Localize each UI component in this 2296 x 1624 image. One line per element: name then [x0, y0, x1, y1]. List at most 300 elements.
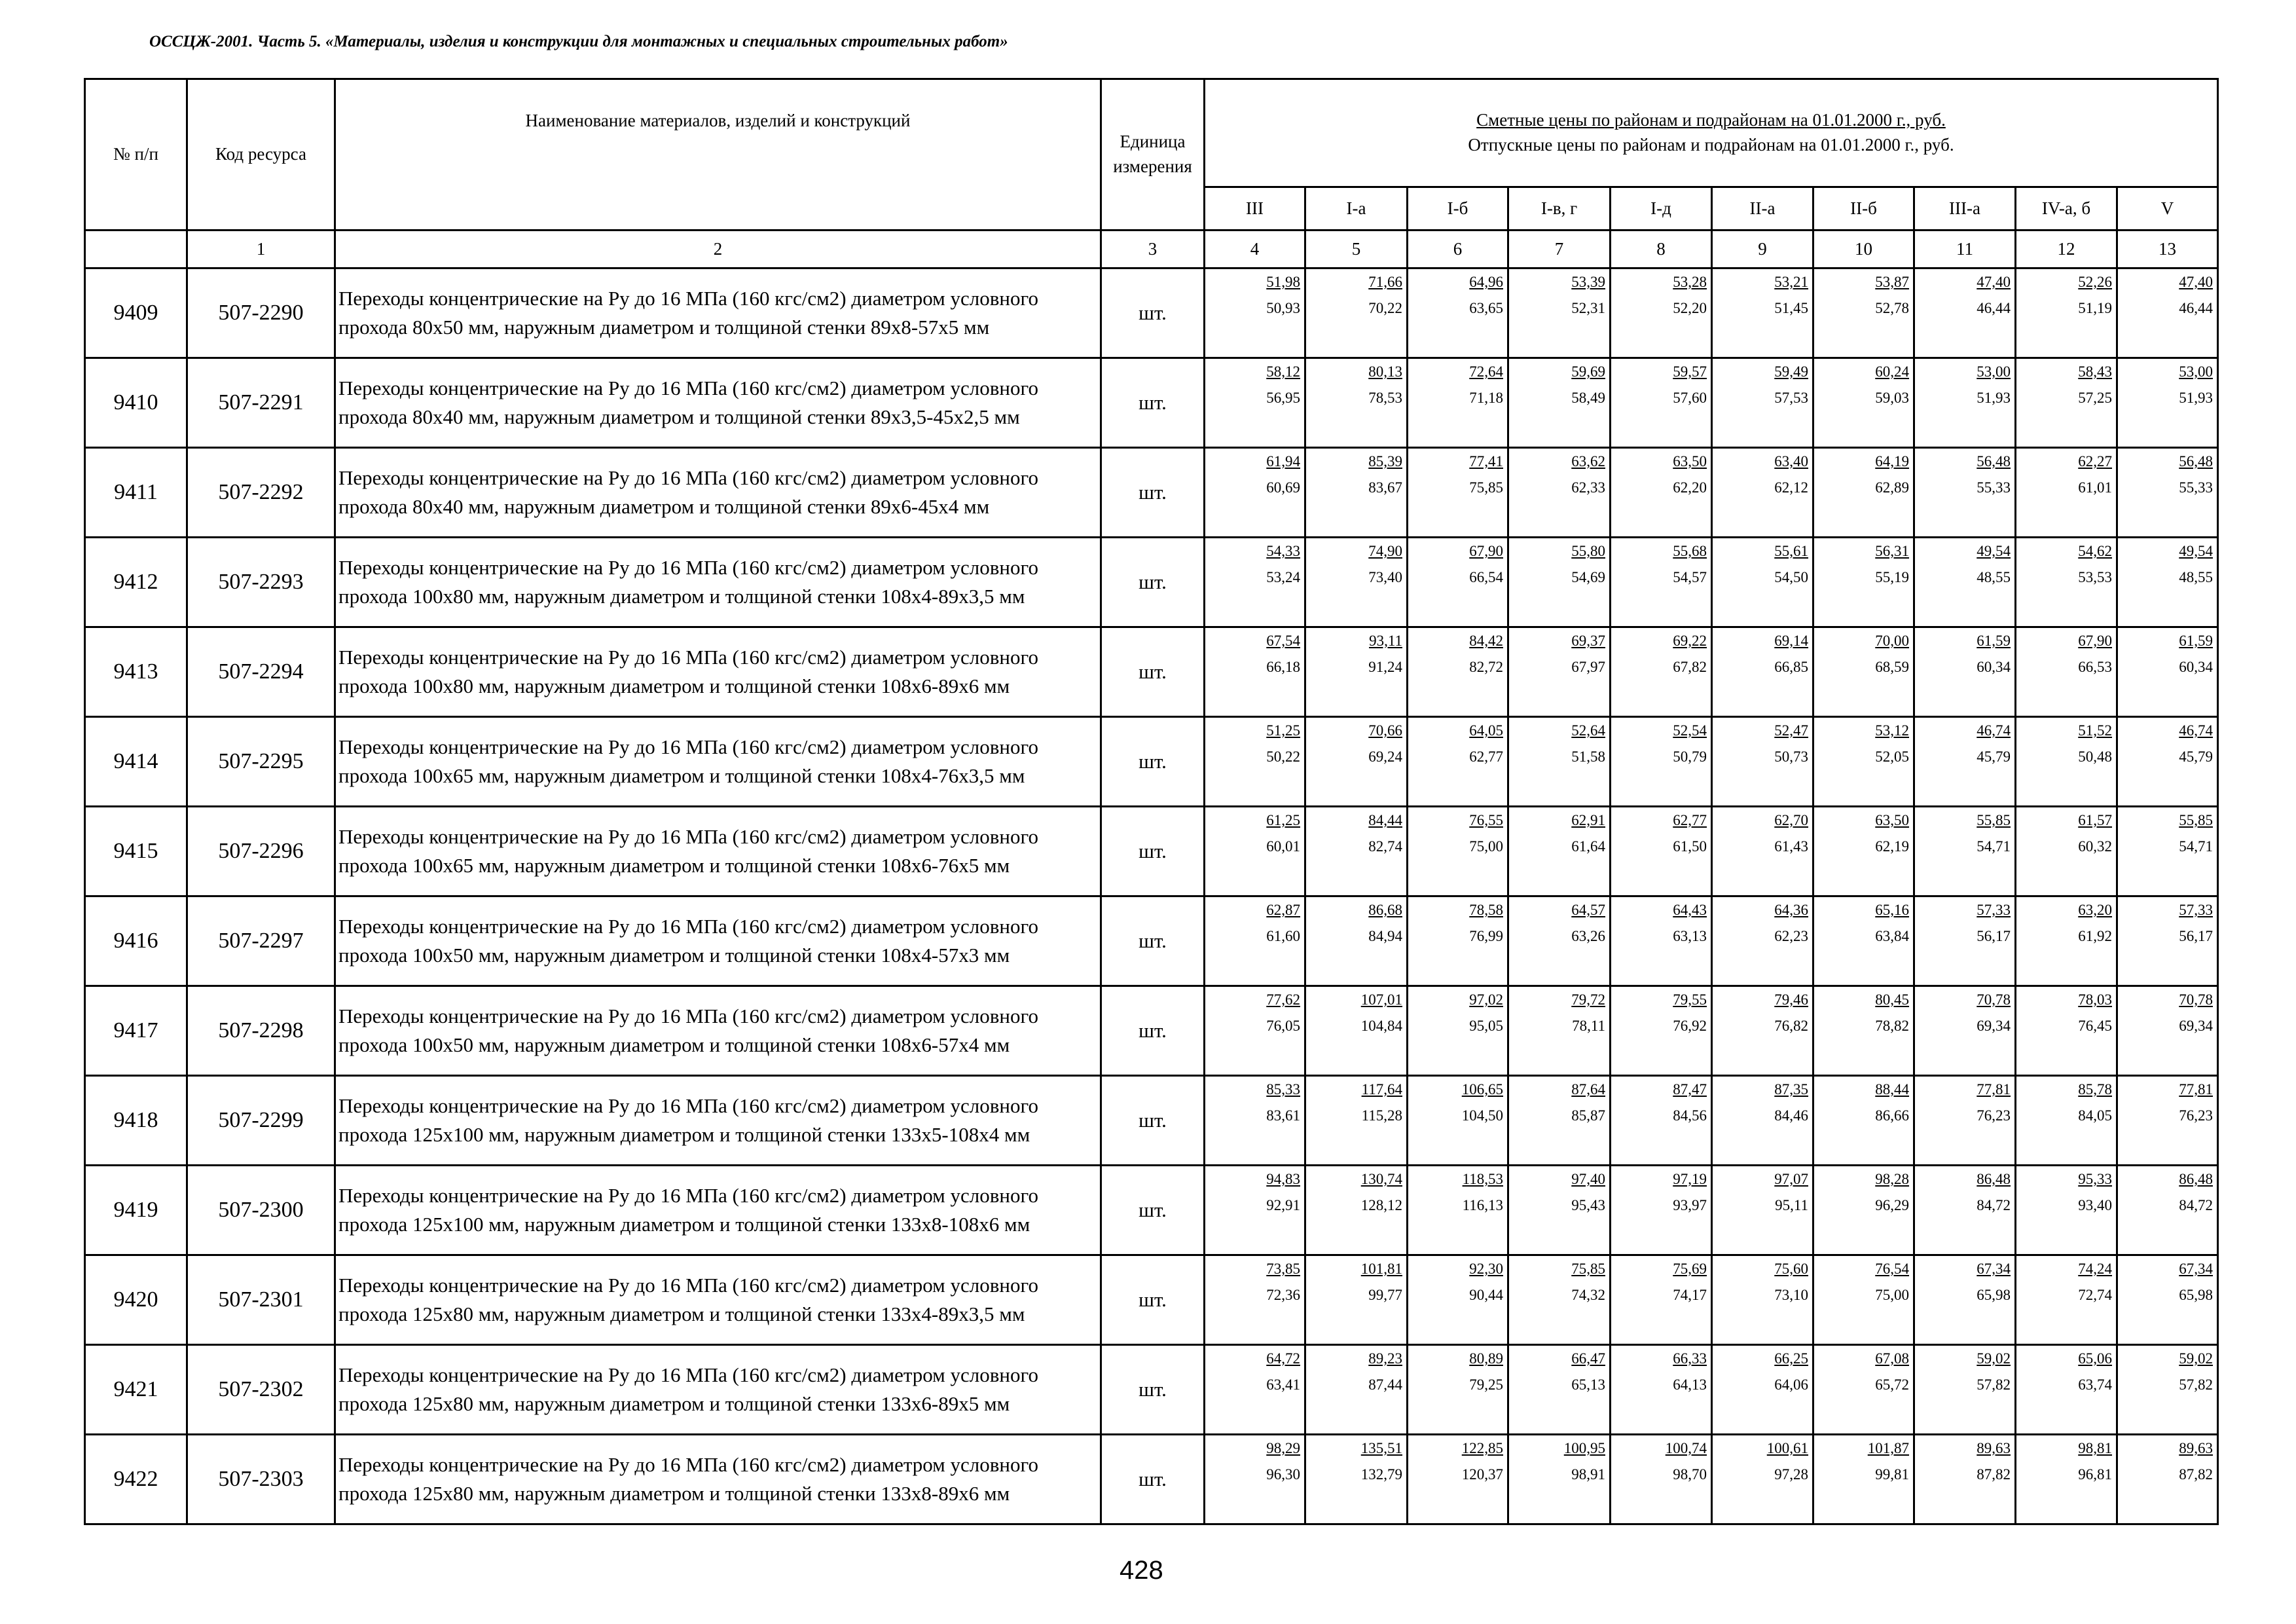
document-header-title: ОССЦЖ-2001. Часть 5. «Материалы, изделия и конструкции для монтажных и специальных строительных работ» [149, 33, 1008, 50]
price-cell [1611, 268, 1712, 358]
estimate-price: 52,26 [2078, 274, 2112, 290]
price-cell [1408, 1345, 1508, 1435]
column-index-cell: 5 [1305, 231, 1408, 268]
release-price: 54,71 [2179, 838, 2213, 855]
price-cell [1408, 538, 1508, 627]
price-cell [1712, 538, 1813, 627]
price-cell [1611, 448, 1712, 538]
release-price: 57,25 [2078, 390, 2112, 406]
release-price: 93,40 [2078, 1197, 2112, 1213]
price-cell [1508, 807, 1611, 896]
price-cell [1813, 627, 1914, 717]
resource-code: 507-2301 [187, 1255, 335, 1345]
release-price: 45,79 [1977, 748, 2011, 765]
material-name: Переходы концентрические на Ру до 16 МПа (160 кгс/см2) диаметром условного прохода 100х50 мм, наружным диаметром и толщиной стенки 108х4-57х3 мм [335, 896, 1101, 986]
release-price: 65,13 [1571, 1376, 1605, 1393]
price-cell [2117, 627, 2218, 717]
price-cell [1611, 807, 1712, 896]
release-price: 52,20 [1673, 300, 1707, 316]
price-cell [1914, 807, 2016, 896]
column-index-cell: 7 [1508, 231, 1611, 268]
price-cell [2117, 807, 2218, 896]
price-cell [1205, 538, 1305, 627]
estimate-price: 84,42 [1469, 633, 1503, 649]
col-header-prices [1205, 79, 2218, 187]
price-cell [1408, 627, 1508, 717]
release-price: 45,79 [2179, 748, 2213, 765]
estimate-price: 53,28 [1673, 274, 1707, 290]
estimate-price: 55,85 [1977, 812, 2011, 828]
price-cell [1712, 268, 1813, 358]
material-name: Переходы концентрические на Ру до 16 МПа (160 кгс/см2) диаметром условного прохода 125х80 мм, наружным диаметром и толщиной стенки 133х4-89х3,5 мм [335, 1255, 1101, 1345]
price-table [84, 78, 2219, 1525]
price-cell [2117, 448, 2218, 538]
estimate-price: 53,21 [1774, 274, 1808, 290]
release-price: 78,53 [1368, 390, 1402, 406]
unit-of-measure: шт. [1101, 1255, 1205, 1345]
release-price: 96,29 [1875, 1197, 1909, 1213]
estimate-price: 61,57 [2078, 812, 2112, 828]
price-cell [1508, 986, 1611, 1076]
release-price: 63,84 [1875, 928, 1909, 944]
estimate-price: 59,02 [2179, 1350, 2213, 1367]
release-price: 60,69 [1266, 479, 1300, 496]
estimate-price: 106,65 [1461, 1081, 1503, 1098]
price-cell [1305, 1345, 1408, 1435]
release-price: 92,91 [1266, 1197, 1300, 1213]
release-price: 87,82 [2179, 1466, 2213, 1483]
price-cell [1408, 1076, 1508, 1166]
estimate-price: 85,33 [1266, 1081, 1300, 1098]
price-cell [1712, 717, 1813, 807]
resource-code: 507-2293 [187, 538, 335, 627]
resource-code: 507-2295 [187, 717, 335, 807]
column-index-cell: 6 [1408, 231, 1508, 268]
price-cell [1205, 268, 1305, 358]
estimate-price: 70,00 [1875, 633, 1909, 649]
estimate-price: 89,63 [1977, 1440, 2011, 1456]
material-name: Переходы концентрические на Ру до 16 МПа (160 кгс/см2) диаметром условного прохода 80х40 мм, наружным диаметром и толщиной стенки 89х3,5-45х2,5 мм [335, 358, 1101, 448]
unit-of-measure: шт. [1101, 896, 1205, 986]
release-price: 120,37 [1461, 1466, 1503, 1483]
release-price: 65,98 [1977, 1287, 2011, 1303]
release-price: 51,93 [1977, 390, 2011, 406]
price-cell [2016, 1166, 2117, 1255]
estimate-price: 46,74 [2179, 722, 2213, 739]
estimate-price: 80,89 [1469, 1350, 1503, 1367]
estimate-price: 49,54 [1977, 543, 2011, 559]
release-price: 96,81 [2078, 1466, 2112, 1483]
price-cell [1305, 448, 1408, 538]
table-row [85, 1435, 2218, 1524]
price-cell [1611, 1345, 1712, 1435]
release-price: 46,44 [2179, 300, 2213, 316]
release-price: 55,33 [2179, 479, 2213, 496]
price-cell [1611, 1435, 1712, 1524]
estimate-price: 67,90 [2078, 633, 2112, 649]
estimate-price: 79,55 [1673, 991, 1707, 1008]
unit-of-measure: шт. [1101, 358, 1205, 448]
release-price: 75,00 [1469, 838, 1503, 855]
price-cell [1205, 448, 1305, 538]
price-cell [2117, 1076, 2218, 1166]
page-number: 428 [1120, 1556, 1163, 1585]
release-price: 60,34 [1977, 659, 2011, 675]
resource-code: 507-2291 [187, 358, 335, 448]
price-cell [2016, 358, 2117, 448]
release-price: 48,55 [2179, 569, 2213, 585]
row-number: 9421 [85, 1345, 187, 1435]
price-cell [1205, 1166, 1305, 1255]
price-cell [1712, 1345, 1813, 1435]
resource-code: 507-2303 [187, 1435, 335, 1524]
estimate-price: 117,64 [1361, 1081, 1402, 1098]
release-price: 87,82 [1977, 1466, 2011, 1483]
release-price: 72,74 [2078, 1287, 2112, 1303]
price-cell [2117, 538, 2218, 627]
row-number: 9420 [85, 1255, 187, 1345]
price-cell [1611, 627, 1712, 717]
unit-of-measure: шт. [1101, 807, 1205, 896]
column-index-cell: 4 [1205, 231, 1305, 268]
release-price: 57,53 [1774, 390, 1808, 406]
price-cell [1508, 1435, 1611, 1524]
price-cell [1914, 986, 2016, 1076]
release-price: 116,13 [1462, 1197, 1503, 1213]
price-cell [2016, 268, 2117, 358]
release-price: 46,44 [1977, 300, 2011, 316]
price-cell [1712, 986, 1813, 1076]
price-cell [1813, 1166, 1914, 1255]
region-header-cell: I-а [1305, 187, 1408, 231]
release-price: 68,59 [1875, 659, 1909, 675]
price-cell [1205, 896, 1305, 986]
release-price: 86,66 [1875, 1107, 1909, 1124]
region-header-cell: IV-а, б [2016, 187, 2117, 231]
estimate-price: 135,51 [1360, 1440, 1402, 1456]
estimate-price: 74,24 [2078, 1261, 2112, 1277]
column-index-blank [85, 231, 187, 268]
estimate-price: 64,72 [1266, 1350, 1300, 1367]
release-price: 50,93 [1266, 300, 1300, 316]
estimate-price: 51,52 [2078, 722, 2112, 739]
price-cell [1205, 807, 1305, 896]
price-cell [1205, 358, 1305, 448]
release-price: 99,81 [1875, 1466, 1909, 1483]
estimate-price: 61,59 [2179, 633, 2213, 649]
estimate-price: 97,40 [1571, 1171, 1605, 1187]
release-price: 67,97 [1571, 659, 1605, 675]
row-number: 9412 [85, 538, 187, 627]
estimate-price: 70,66 [1368, 722, 1402, 739]
resource-code: 507-2299 [187, 1076, 335, 1166]
estimate-price: 61,94 [1266, 453, 1300, 470]
estimate-price: 55,61 [1774, 543, 1808, 559]
estimate-price: 75,85 [1571, 1261, 1605, 1277]
estimate-price: 100,95 [1563, 1440, 1605, 1456]
estimate-price: 87,64 [1571, 1081, 1605, 1098]
price-cell [1408, 807, 1508, 896]
release-price: 78,11 [1572, 1018, 1605, 1034]
price-cell [1305, 358, 1408, 448]
estimate-price: 92,30 [1469, 1261, 1503, 1277]
release-price: 76,99 [1469, 928, 1503, 944]
price-cell [1205, 986, 1305, 1076]
region-header-cell: V [2117, 187, 2218, 231]
release-price: 63,41 [1266, 1376, 1300, 1393]
estimate-price: 80,45 [1875, 991, 1909, 1008]
release-price: 62,89 [1875, 479, 1909, 496]
estimate-price: 62,70 [1774, 812, 1808, 828]
unit-of-measure: шт. [1101, 1435, 1205, 1524]
release-price: 99,77 [1368, 1287, 1402, 1303]
estimate-price: 86,48 [1977, 1171, 2011, 1187]
release-price: 53,24 [1266, 569, 1300, 585]
estimate-price: 53,12 [1875, 722, 1909, 739]
estimate-price: 63,50 [1673, 453, 1707, 470]
estimate-price: 55,68 [1673, 543, 1707, 559]
price-cell [1611, 538, 1712, 627]
col-header-unit: Единица измерения [1101, 79, 1205, 231]
price-cell [1813, 1435, 1914, 1524]
estimate-price: 80,13 [1368, 363, 1402, 380]
release-price: 55,19 [1875, 569, 1909, 585]
price-cell [1508, 717, 1611, 807]
table-body [85, 79, 2218, 1524]
price-cell [2117, 1435, 2218, 1524]
price-cell [1508, 1255, 1611, 1345]
column-index-cell: 11 [1914, 231, 2016, 268]
column-index-cell: 3 [1101, 231, 1205, 268]
release-price: 75,00 [1875, 1287, 1909, 1303]
release-price: 73,40 [1368, 569, 1402, 585]
region-header-cell: I-б [1408, 187, 1508, 231]
release-price: 63,74 [2078, 1376, 2112, 1393]
header-row-main [85, 79, 2218, 187]
price-cell [1408, 1166, 1508, 1255]
estimate-price: 78,58 [1469, 902, 1503, 918]
price-cell [1914, 1435, 2016, 1524]
release-price: 65,98 [2179, 1287, 2213, 1303]
release-price: 51,58 [1571, 748, 1605, 765]
estimate-price: 52,47 [1774, 722, 1808, 739]
release-price: 79,25 [1469, 1376, 1503, 1393]
region-header-cell: II-б [1813, 187, 1914, 231]
price-cell [1611, 986, 1712, 1076]
release-price: 66,53 [2078, 659, 2112, 675]
estimate-price: 86,48 [2179, 1171, 2213, 1187]
estimate-price: 49,54 [2179, 543, 2213, 559]
estimate-price: 101,81 [1360, 1261, 1402, 1277]
estimate-price: 62,87 [1266, 902, 1300, 918]
price-cell [1508, 448, 1611, 538]
estimate-price: 72,64 [1469, 363, 1503, 380]
price-cell [1712, 896, 1813, 986]
unit-of-measure: шт. [1101, 986, 1205, 1076]
estimate-price: 85,78 [2078, 1081, 2112, 1098]
estimate-price: 67,34 [2179, 1261, 2213, 1277]
price-cell [1611, 717, 1712, 807]
price-cell [1508, 538, 1611, 627]
release-price: 95,43 [1571, 1197, 1605, 1213]
release-price: 91,24 [1368, 659, 1402, 675]
release-price: 76,23 [2179, 1107, 2213, 1124]
estimate-price: 122,85 [1461, 1440, 1503, 1456]
release-price: 84,72 [1977, 1197, 2011, 1213]
row-number: 9417 [85, 986, 187, 1076]
estimate-price: 53,00 [1977, 363, 2011, 380]
release-price: 75,85 [1469, 479, 1503, 496]
price-header-estimate: Сметные цены по районам и подрайонам на 01.01.2000 г., руб. [1476, 110, 1946, 130]
release-price: 95,11 [1775, 1197, 1808, 1213]
release-price: 66,85 [1774, 659, 1808, 675]
estimate-price: 93,11 [1369, 633, 1402, 649]
estimate-price: 62,91 [1571, 812, 1605, 828]
release-price: 51,19 [2078, 300, 2112, 316]
price-cell [1305, 717, 1408, 807]
price-cell [1305, 896, 1408, 986]
material-name: Переходы концентрические на Ру до 16 МПа (160 кгс/см2) диаметром условного прохода 80х40 мм, наружным диаметром и толщиной стенки 89х6-45х4 мм [335, 448, 1101, 538]
price-cell [1508, 627, 1611, 717]
estimate-price: 52,64 [1571, 722, 1605, 739]
row-number: 9413 [85, 627, 187, 717]
release-price: 104,84 [1360, 1018, 1402, 1034]
release-price: 50,73 [1774, 748, 1808, 765]
release-price: 61,64 [1571, 838, 1605, 855]
table-row [85, 358, 2218, 448]
release-price: 61,01 [2078, 479, 2112, 496]
estimate-price: 55,85 [2179, 812, 2213, 828]
release-price: 98,70 [1673, 1466, 1707, 1483]
release-price: 63,13 [1673, 928, 1707, 944]
column-index-cell: 13 [2117, 231, 2218, 268]
release-price: 82,72 [1469, 659, 1503, 675]
estimate-price: 58,12 [1266, 363, 1300, 380]
column-index-cell: 8 [1611, 231, 1712, 268]
release-price: 61,92 [2078, 928, 2112, 944]
price-cell [2016, 1435, 2117, 1524]
release-price: 62,23 [1774, 928, 1808, 944]
estimate-price: 47,40 [1977, 274, 2011, 290]
price-cell [1408, 448, 1508, 538]
price-cell [1611, 1255, 1712, 1345]
release-price: 61,60 [1266, 928, 1300, 944]
price-cell [1408, 1435, 1508, 1524]
price-cell [1813, 358, 1914, 448]
release-price: 54,69 [1571, 569, 1605, 585]
price-cell [1408, 896, 1508, 986]
price-cell [1611, 1076, 1712, 1166]
release-price: 48,55 [1977, 569, 2011, 585]
price-cell [1305, 986, 1408, 1076]
estimate-price: 100,61 [1766, 1440, 1808, 1456]
unit-of-measure: шт. [1101, 627, 1205, 717]
estimate-price: 69,14 [1774, 633, 1808, 649]
price-cell [2117, 986, 2218, 1076]
estimate-price: 98,28 [1875, 1171, 1909, 1187]
estimate-price: 59,69 [1571, 363, 1605, 380]
release-price: 83,61 [1266, 1107, 1300, 1124]
price-cell [2117, 896, 2218, 986]
price-cell [1813, 538, 1914, 627]
release-price: 69,34 [2179, 1018, 2213, 1034]
price-cell [1408, 268, 1508, 358]
price-cell [1813, 1345, 1914, 1435]
release-price: 62,77 [1469, 748, 1503, 765]
release-price: 71,18 [1469, 390, 1503, 406]
price-cell [1914, 1255, 2016, 1345]
price-cell [1305, 627, 1408, 717]
release-price: 63,65 [1469, 300, 1503, 316]
estimate-price: 85,39 [1368, 453, 1402, 470]
price-cell [2117, 268, 2218, 358]
row-number: 9414 [85, 717, 187, 807]
release-price: 62,20 [1673, 479, 1707, 496]
price-cell [1813, 896, 1914, 986]
price-cell [1205, 717, 1305, 807]
release-price: 52,31 [1571, 300, 1605, 316]
row-number: 9422 [85, 1435, 187, 1524]
release-price: 85,87 [1571, 1107, 1605, 1124]
price-cell [1408, 1255, 1508, 1345]
estimate-price: 97,19 [1673, 1171, 1707, 1187]
resource-code: 507-2296 [187, 807, 335, 896]
estimate-price: 98,81 [2078, 1440, 2112, 1456]
release-price: 51,93 [2179, 390, 2213, 406]
estimate-price: 89,23 [1368, 1350, 1402, 1367]
estimate-price: 97,02 [1469, 991, 1503, 1008]
release-price: 56,17 [2179, 928, 2213, 944]
release-price: 64,06 [1774, 1376, 1808, 1393]
material-name: Переходы концентрические на Ру до 16 МПа (160 кгс/см2) диаметром условного прохода 100х50 мм, наружным диаметром и толщиной стенки 108х6-57х4 мм [335, 986, 1101, 1076]
price-cell [1914, 717, 2016, 807]
release-price: 73,10 [1774, 1287, 1808, 1303]
unit-of-measure: шт. [1101, 1166, 1205, 1255]
release-price: 66,18 [1266, 659, 1300, 675]
price-cell [1813, 268, 1914, 358]
release-price: 57,82 [2179, 1376, 2213, 1393]
estimate-price: 76,54 [1875, 1261, 1909, 1277]
release-price: 64,13 [1673, 1376, 1707, 1393]
release-price: 97,28 [1774, 1466, 1808, 1483]
release-price: 76,23 [1977, 1107, 2011, 1124]
estimate-price: 107,01 [1360, 991, 1402, 1008]
material-name: Переходы концентрические на Ру до 16 МПа (160 кгс/см2) диаметром условного прохода 100х65 мм, наружным диаметром и толщиной стенки 108х6-76х5 мм [335, 807, 1101, 896]
release-price: 54,50 [1774, 569, 1808, 585]
price-cell [1914, 896, 2016, 986]
table-row [85, 627, 2218, 717]
price-header-release: Отпускные цены по районам и подрайонам на 01.01.2000 г., руб. [1468, 135, 1954, 155]
estimate-price: 77,81 [1977, 1081, 2011, 1098]
region-header-cell: III [1205, 187, 1305, 231]
release-price: 57,60 [1673, 390, 1707, 406]
resource-code: 507-2302 [187, 1345, 335, 1435]
release-price: 52,78 [1875, 300, 1909, 316]
release-price: 56,95 [1266, 390, 1300, 406]
release-price: 56,17 [1977, 928, 2011, 944]
row-number: 9416 [85, 896, 187, 986]
estimate-price: 97,07 [1774, 1171, 1808, 1187]
estimate-price: 101,87 [1867, 1440, 1909, 1456]
estimate-price: 67,34 [1977, 1261, 2011, 1277]
price-cell [2117, 1166, 2218, 1255]
release-price: 50,48 [2078, 748, 2112, 765]
estimate-price: 53,39 [1571, 274, 1605, 290]
release-price: 115,28 [1361, 1107, 1402, 1124]
release-price: 50,22 [1266, 748, 1300, 765]
price-cell [1712, 1166, 1813, 1255]
table-row [85, 1255, 2218, 1345]
